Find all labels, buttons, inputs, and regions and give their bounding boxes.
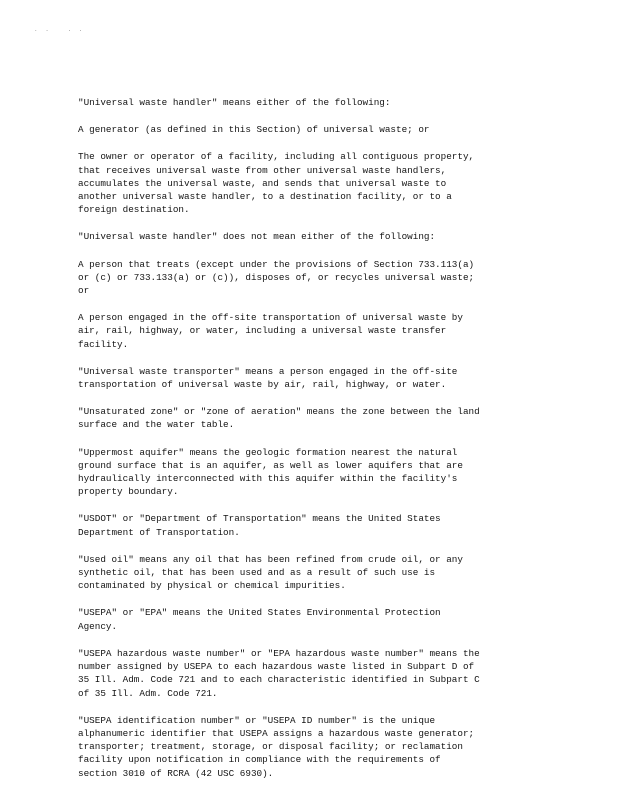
list-item-treats-disposes: A person that treats (except under the provisions of Section 733.113(a) or (c) or 733.133(a) or (c)), disposes of, or recycles universal waste; or [78,258,475,297]
definition-usdot: "USDOT" or "Department of Transportation" means the United States Department of Transportation. [78,513,441,538]
definition-uppermost-aquifer: "Uppermost aquifer" means the geologic formation nearest the natural ground surface that is an aquifer, as well as lower aquifers that are hydraulically interconnected with this aquifer within the facility's property boundary. [78,446,463,498]
definition-handler-exclusion: "Universal waste handler" does not mean either of the following: [78,231,436,243]
definition-universal-waste-transporter: "Universal waste transporter" means a person engaged in the off-site transportation of universal waste by air, rail, highway, or water. [78,365,458,391]
definition-usepa-identification-number: "USEPA identification number" or "USEPA ID number" is the unique alphanumeric identifier that USEPA assigns a hazardous waste generator; transporter; treatment, storage, or disposal facility; or reclamation facility upon notification in compliance with the requirements of section 3010 of RCRA (42 USC 6930). [78,714,475,779]
list-item-generator: A generator (as defined in this Section) of universal waste; or [78,124,430,136]
definition-universal-waste-handler: "Universal waste handler" means either of the following: [78,97,391,108]
list-item-owner-operator: The owner or operator of a facility, including all contiguous property, that receives universal waste from other universal waste handlers, accumulates the universal waste, and sends that universal waste to another universal waste handler, to a destination facility, or to a foreign destination. [78,151,475,216]
definition-used-oil: "Used oil" means any oil that has been refined from crude oil, or any synthetic oil, that has been used and as a result of such use is contaminated by physical or chemical impurities. [78,553,463,592]
definition-usepa-hazardous-waste-number: "USEPA hazardous waste number" or "EPA hazardous waste number" means the number assigned by USEPA to each hazardous waste listed in Subpart D of 35 Ill. Adm. Code 721 and to each characteristic identified in Subpart C of 35 Ill. Adm. Code 721. [78,647,480,699]
list-item-offsite-transport: A person engaged in the off-site transportation of universal waste by air, rail, highway, or water, including a universal waste transfer facility. [78,312,463,350]
definition-usepa: "USEPA" or "EPA" means the United States Environmental Protection Agency. [78,607,441,632]
definition-unsaturated-zone: "Unsaturated zone" or "zone of aeration" means the zone between the land surface and the water table. [78,406,480,431]
header-mark: . . . . [34,26,85,33]
document-body [78,96,548,794]
